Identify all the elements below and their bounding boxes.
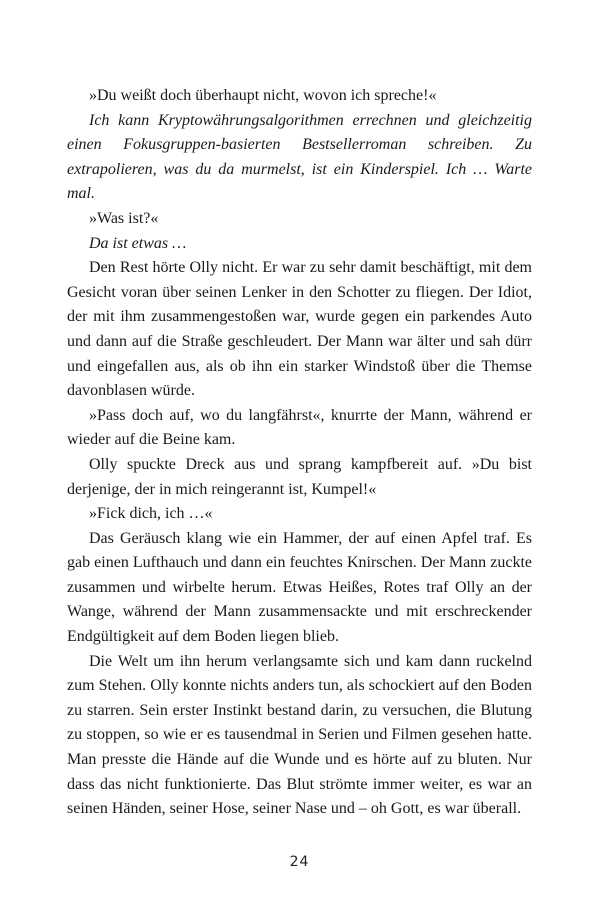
- paragraph: Olly spuckte Dreck aus und sprang kampfbereit auf. »Du bist derjenige, der in mich reingerannt ist, Kumpel!«: [67, 455, 532, 498]
- paragraph: Das Geräusch klang wie ein Hammer, der auf einen Apfel traf. Es gab einen Lufthauch und dann ein feuchtes Knirschen. Der Mann zuckte zusammen und wirbelte herum. Etwas Heißes, Rotes traf Olly an der Wange, während der Mann zusammensackte und mit erschreckender Endgültigkeit auf dem Boden liegen blieb.: [67, 529, 532, 646]
- paragraph: Die Welt um ihn herum verlangsamte sich und kam dann ruckelnd zum Stehen. Olly konnte nichts anders tun, als schockiert auf den Boden zu starren. Sein erster Instinkt bestand darin, zu versuchen, die Blutung zu stoppen, so wie er es tausendmal in Serien und Filmen gesehen hatte. Man presste die Hände auf die Wunde und es hörte auf zu bluten. Nur dass das nicht funktionierte. Das Blut strömte immer weiter, es war an seinen Händen, seiner Hose, seiner Nase und – oh Gott, es war überall.: [67, 652, 532, 818]
- paragraph: »Du weißt doch überhaupt nicht, wovon ich spreche!«: [89, 87, 437, 104]
- paragraph-italic-thought: Da ist etwas …: [89, 234, 187, 252]
- paragraph: »Was ist?«: [89, 209, 159, 227]
- page-number: 24: [289, 853, 310, 870]
- page-spacer: [67, 822, 532, 852]
- paragraph: »Pass doch auf, wo du langfährst«, knurrte der Mann, während er wieder auf die Beine kam.: [67, 406, 532, 449]
- paragraph-italic-thought: Ich kann Kryptowährungsalgorithmen errechnen und gleichzeitig einen Fokusgruppen-basierten Bestsellerroman schreiben. Zu extrapolieren, was du da murmelst, ist ein Kinderspiel. Ich … Warte mal.: [67, 111, 532, 203]
- page-body: [67, 84, 532, 822]
- paragraph: »Fick dich, ich …«: [89, 505, 213, 523]
- paragraph: Den Rest hörte Olly nicht. Er war zu sehr damit beschäftigt, mit dem Gesicht voran über seinen Lenker in den Schotter zu fliegen. Der Idiot, der mit ihm zusammengestoßen war, wurde gegen ein parkendes Auto und dann auf die Straße geschleudert. Der Mann war älter und sah dürr und eingefallen aus, als ob ihn ein starker Windstoß über die Themse davonblasen würde.: [67, 259, 532, 400]
